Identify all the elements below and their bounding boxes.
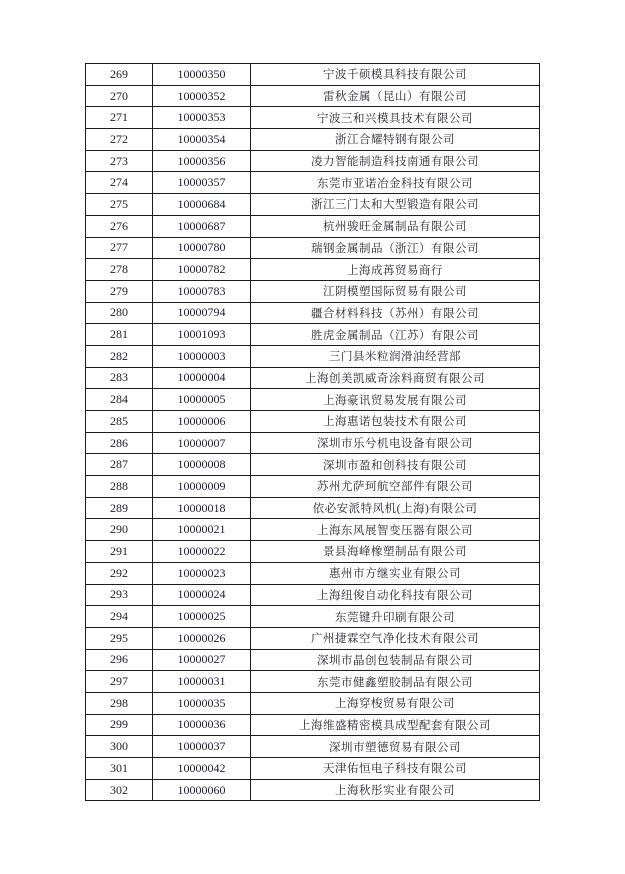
table-row [86,541,540,563]
company-name: 浙江合耀特钢有限公司 [251,129,540,151]
table-row [86,237,540,259]
row-number: 295 [86,627,153,649]
customer-id: 10000353 [153,107,251,129]
company-name: 深圳市晶创包装制品有限公司 [251,649,540,671]
table-row [86,584,540,606]
customer-id: 10000352 [153,85,251,107]
customer-id: 10000794 [153,302,251,324]
company-name: 杭州骏旺金属制品有限公司 [251,215,540,237]
company-name: 景县海峰橡塑制品有限公司 [251,541,540,563]
company-name: 上海东风展智变压器有限公司 [251,519,540,541]
row-number: 271 [86,107,153,129]
company-name: 上海穿梭贸易有限公司 [251,692,540,714]
table-row [86,519,540,541]
row-number: 300 [86,736,153,758]
row-number: 279 [86,280,153,302]
customer-id: 10000042 [153,758,251,780]
table-row [86,172,540,194]
company-name: 宁波千硕模具科技有限公司 [251,64,540,86]
table-row [86,107,540,129]
row-number: 296 [86,649,153,671]
customer-id: 10000004 [153,367,251,389]
row-number: 289 [86,497,153,519]
company-table-body [86,64,540,801]
company-name: 上海纽俊自动化科技有限公司 [251,584,540,606]
customer-id: 10000036 [153,714,251,736]
customer-id: 10000350 [153,64,251,86]
row-number: 282 [86,345,153,367]
table-row [86,345,540,367]
customer-id: 10000024 [153,584,251,606]
row-number: 280 [86,302,153,324]
table-row [86,562,540,584]
table-row [86,280,540,302]
row-number: 270 [86,85,153,107]
company-name: 东莞键升印刷有限公司 [251,606,540,628]
company-name: 江阴模塑国际贸易有限公司 [251,280,540,302]
company-name: 宁波三和兴模具技术有限公司 [251,107,540,129]
row-number: 277 [86,237,153,259]
table-row [86,215,540,237]
table-row [86,324,540,346]
customer-id: 10000023 [153,562,251,584]
customer-id: 10000687 [153,215,251,237]
table-row [86,692,540,714]
table-row [86,714,540,736]
row-number: 290 [86,519,153,541]
table-row [86,779,540,801]
customer-id: 10000035 [153,692,251,714]
table-row [86,150,540,172]
customer-id: 10000684 [153,194,251,216]
company-name: 深圳市塑德贸易有限公司 [251,736,540,758]
company-name: 惠州市方继实业有限公司 [251,562,540,584]
row-number: 288 [86,476,153,498]
row-number: 291 [86,541,153,563]
company-name: 东莞市健鑫塑胶制品有限公司 [251,671,540,693]
customer-id: 10000031 [153,671,251,693]
table-row [86,64,540,86]
row-number: 275 [86,194,153,216]
customer-id: 10000025 [153,606,251,628]
table-row [86,302,540,324]
company-name: 上海维盛精密模具成型配套有限公司 [251,714,540,736]
row-number: 293 [86,584,153,606]
company-name: 东莞市亚诺冶金科技有限公司 [251,172,540,194]
customer-id: 10000006 [153,411,251,433]
row-number: 292 [86,562,153,584]
row-number: 274 [86,172,153,194]
company-table-container [85,63,540,801]
customer-id: 10000027 [153,649,251,671]
row-number: 286 [86,432,153,454]
company-name: 苏州尤萨珂航空部件有限公司 [251,476,540,498]
table-row [86,606,540,628]
company-name: 广州捷霖空气净化技术有限公司 [251,627,540,649]
customer-id: 10000782 [153,259,251,281]
row-number: 272 [86,129,153,151]
row-number: 269 [86,64,153,86]
customer-id: 10000026 [153,627,251,649]
row-number: 278 [86,259,153,281]
table-row [86,389,540,411]
table-row [86,367,540,389]
table-row [86,454,540,476]
company-name: 瑞钢金属制品（浙江）有限公司 [251,237,540,259]
table-row [86,476,540,498]
customer-id: 10001093 [153,324,251,346]
table-row [86,627,540,649]
customer-id: 10000357 [153,172,251,194]
company-name: 雷秋金属（昆山）有限公司 [251,85,540,107]
customer-id: 10000037 [153,736,251,758]
table-row [86,129,540,151]
row-number: 287 [86,454,153,476]
company-name: 上海成苒贸易商行 [251,259,540,281]
customer-id: 10000060 [153,779,251,801]
customer-id: 10000021 [153,519,251,541]
row-number: 302 [86,779,153,801]
company-name: 天津佑恒电子科技有限公司 [251,758,540,780]
customer-id: 10000022 [153,541,251,563]
row-number: 273 [86,150,153,172]
company-name: 上海豪讯贸易发展有限公司 [251,389,540,411]
row-number: 281 [86,324,153,346]
table-row [86,259,540,281]
company-name: 上海创美凯威奇涂料商贸有限公司 [251,367,540,389]
table-row [86,432,540,454]
table-row [86,758,540,780]
company-name: 依必安派特风机(上海)有限公司 [251,497,540,519]
customer-id: 10000356 [153,150,251,172]
row-number: 285 [86,411,153,433]
customer-id: 10000354 [153,129,251,151]
table-row [86,85,540,107]
customer-id: 10000018 [153,497,251,519]
row-number: 301 [86,758,153,780]
company-name: 深圳市盈和创科技有限公司 [251,454,540,476]
customer-id: 10000009 [153,476,251,498]
company-name: 三门县米粒润滑油经营部 [251,345,540,367]
table-row [86,736,540,758]
company-name: 上海惠诺包装技术有限公司 [251,411,540,433]
row-number: 283 [86,367,153,389]
table-row [86,497,540,519]
company-name: 胜虎金属制品（江苏）有限公司 [251,324,540,346]
company-name: 凌力智能制造科技南通有限公司 [251,150,540,172]
customer-id: 10000003 [153,345,251,367]
row-number: 298 [86,692,153,714]
table-row [86,671,540,693]
customer-id: 10000007 [153,432,251,454]
customer-id: 10000780 [153,237,251,259]
table-row [86,649,540,671]
company-name: 深圳市乐兮机电设备有限公司 [251,432,540,454]
row-number: 299 [86,714,153,736]
row-number: 294 [86,606,153,628]
customer-id: 10000008 [153,454,251,476]
table-row [86,194,540,216]
company-name: 浙江三门太和大型锻造有限公司 [251,194,540,216]
customer-id: 10000783 [153,280,251,302]
row-number: 276 [86,215,153,237]
row-number: 284 [86,389,153,411]
company-name: 疆合材料科技（苏州）有限公司 [251,302,540,324]
table-row [86,411,540,433]
row-number: 297 [86,671,153,693]
company-name: 上海秋彤实业有限公司 [251,779,540,801]
customer-id: 10000005 [153,389,251,411]
company-table [85,63,540,801]
